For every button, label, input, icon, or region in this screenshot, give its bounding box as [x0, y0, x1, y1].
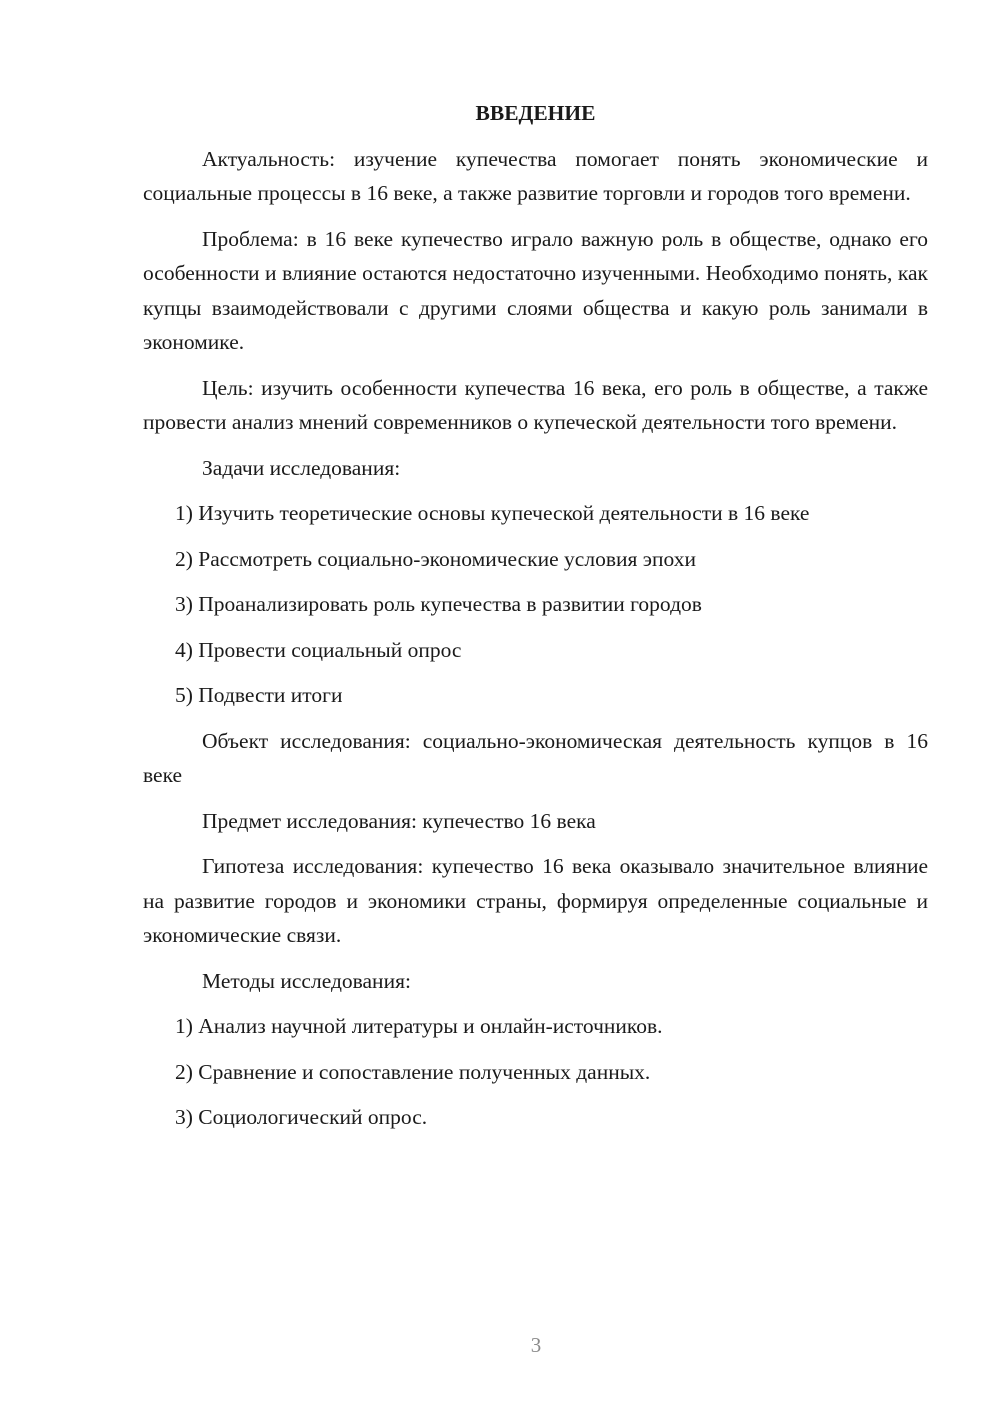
page-number: 3	[530, 1333, 542, 1357]
methods-heading: Методы исследования:	[202, 968, 411, 993]
tasks-list	[143, 496, 928, 713]
task-item: 2) Рассмотреть социально-экономические условия эпохи	[175, 546, 696, 571]
method-item: 2) Сравнение и сопоставление полученных данных.	[175, 1059, 651, 1084]
method-item: 1) Анализ научной литературы и онлайн-источников.	[175, 1014, 663, 1038]
problem-paragraph: Проблема: в 16 веке купечество играло важную роль в обществе, однако его особенности и влияние остаются недостаточно изученными. Необходимо понять, как купцы взаимодействовали с другими слоями общества и какую роль занимали в экономике.	[143, 226, 928, 354]
object-paragraph: Объект исследования: социально-экономическая деятельность купцов в 16 веке	[143, 728, 928, 787]
task-item: 5) Подвести итоги	[175, 683, 343, 707]
hypothesis-paragraph: Гипотеза исследования: купечество 16 века оказывало значительное влияние на развитие городов и экономики страны, формируя определенные социальные и экономические связи.	[143, 854, 928, 947]
methods-list	[143, 1009, 928, 1135]
task-item: 1) Изучить теоретические основы купеческой деятельности в 16 веке	[175, 501, 810, 525]
task-item: 3) Проанализировать роль купечества в развитии городов	[175, 592, 702, 616]
goal-paragraph: Цель: изучить особенности купечества 16 века, его роль в обществе, а также провести анализ мнений современников о купеческой деятельности того времени.	[143, 375, 928, 434]
method-item: 3) Социологический опрос.	[175, 1105, 428, 1129]
subject-paragraph: Предмет исследования: купечество 16 века	[202, 808, 596, 833]
tasks-heading: Задачи исследования:	[202, 455, 401, 480]
relevance-paragraph: Актуальность: изучение купечества помогает понять экономические и социальные процессы в 16 веке, а также развитие торговли и городов того времени.	[143, 146, 928, 205]
task-item: 4) Провести социальный опрос	[175, 637, 462, 662]
page-title: ВВЕДЕНИЕ	[475, 101, 596, 125]
document-body	[143, 96, 928, 1146]
